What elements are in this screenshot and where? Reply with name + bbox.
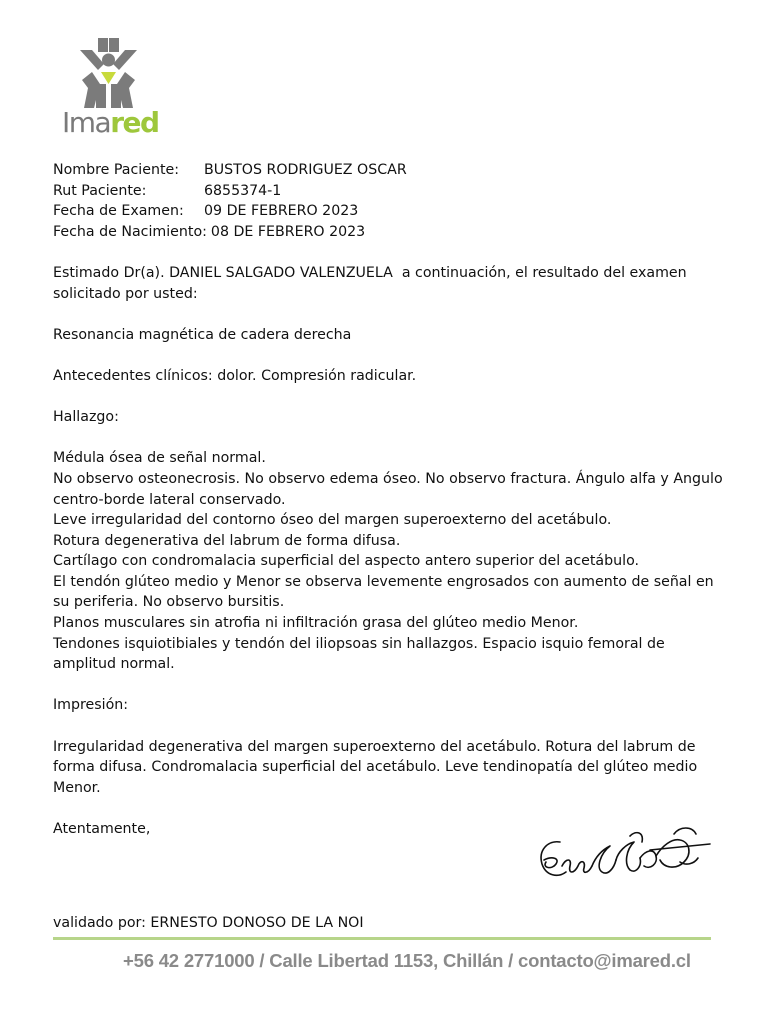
closing: Atentamente, [53, 821, 151, 837]
patient-name-value: BUSTOS RODRIGUEZ OSCAR [204, 162, 407, 178]
exam-title: Resonancia magnética de cadera derecha [53, 326, 352, 343]
finding-line: Leve irregularidad del contorno óseo del margen superoexterno del acetábulo. [53, 512, 612, 529]
patient-rut-label: Rut Paciente: [53, 182, 147, 199]
patient-name-label: Nombre Paciente: [53, 162, 180, 178]
finding-line: Médula ósea de señal normal. [53, 450, 266, 467]
impression-heading: Impresión: [53, 697, 129, 714]
impression-paragraph: Irregularidad degenerativa del margen superoexterno del acetábulo. Rotura del labrum de forma difusa. Condromalacia superficial del acetábulo. Leve tendinopatía del glúteo medio Menor. [53, 738, 698, 796]
footer-divider [53, 937, 711, 940]
intro-paragraph: Estimado Dr(a). DANIEL SALGADO VALENZUELA a continuación, el resultado del examen solicitado por usted: [53, 264, 692, 302]
handwritten-signature [530, 820, 715, 895]
finding-line: El tendón glúteo medio y Menor se observa levemente engrosados con aumento de señal en su periferia. No observo bursitis. [53, 573, 714, 611]
finding-line: Tendones isquiotibiales y tendón del iliopsoas sin hallazgos. Espacio isquio femoral de amplitud normal. [53, 635, 665, 673]
validated-by: validado por: ERNESTO DONOSO DE LA NOI [53, 915, 364, 931]
imared-emblem-icon [62, 36, 172, 108]
clinical-background: Antecedentes clínicos: dolor. Compresión radicular. [53, 367, 417, 384]
finding-line: Rotura degenerativa del labrum de forma difusa. [53, 532, 401, 549]
exam-date-row [53, 201, 723, 222]
findings-heading: Hallazgo: [53, 409, 119, 426]
imared-logo [62, 36, 172, 140]
patient-rut-row [53, 181, 723, 202]
exam-date-label: Fecha de Examen: [53, 203, 184, 220]
finding-line: Cartílago con condromalacia superficial del aspecto antero superior del acetábulo. [53, 553, 640, 570]
footer-contact: +56 42 2771000 / Calle Libertad 1153, Chillán / contacto@imared.cl [123, 950, 691, 971]
finding-line: Planos musculares sin atrofia ni infiltración grasa del glúteo medio Menor. [53, 615, 579, 632]
patient-name-row [53, 160, 723, 181]
exam-date-value: 09 DE FEBRERO 2023 [204, 203, 359, 220]
report-body [53, 160, 723, 840]
birth-date-value: 08 DE FEBRERO 2023 [210, 223, 366, 240]
finding-line: No observo osteonecrosis. No observo edema óseo. No observo fractura. Ángulo alfa y Angulo centro-borde lateral conservado. [53, 470, 723, 508]
birth-date-label: Fecha de Nacimiento: [53, 223, 207, 240]
birth-date-row [53, 222, 723, 243]
patient-rut-value: 6855374-1 [204, 182, 282, 199]
imared-wordmark: Imared [62, 106, 159, 139]
